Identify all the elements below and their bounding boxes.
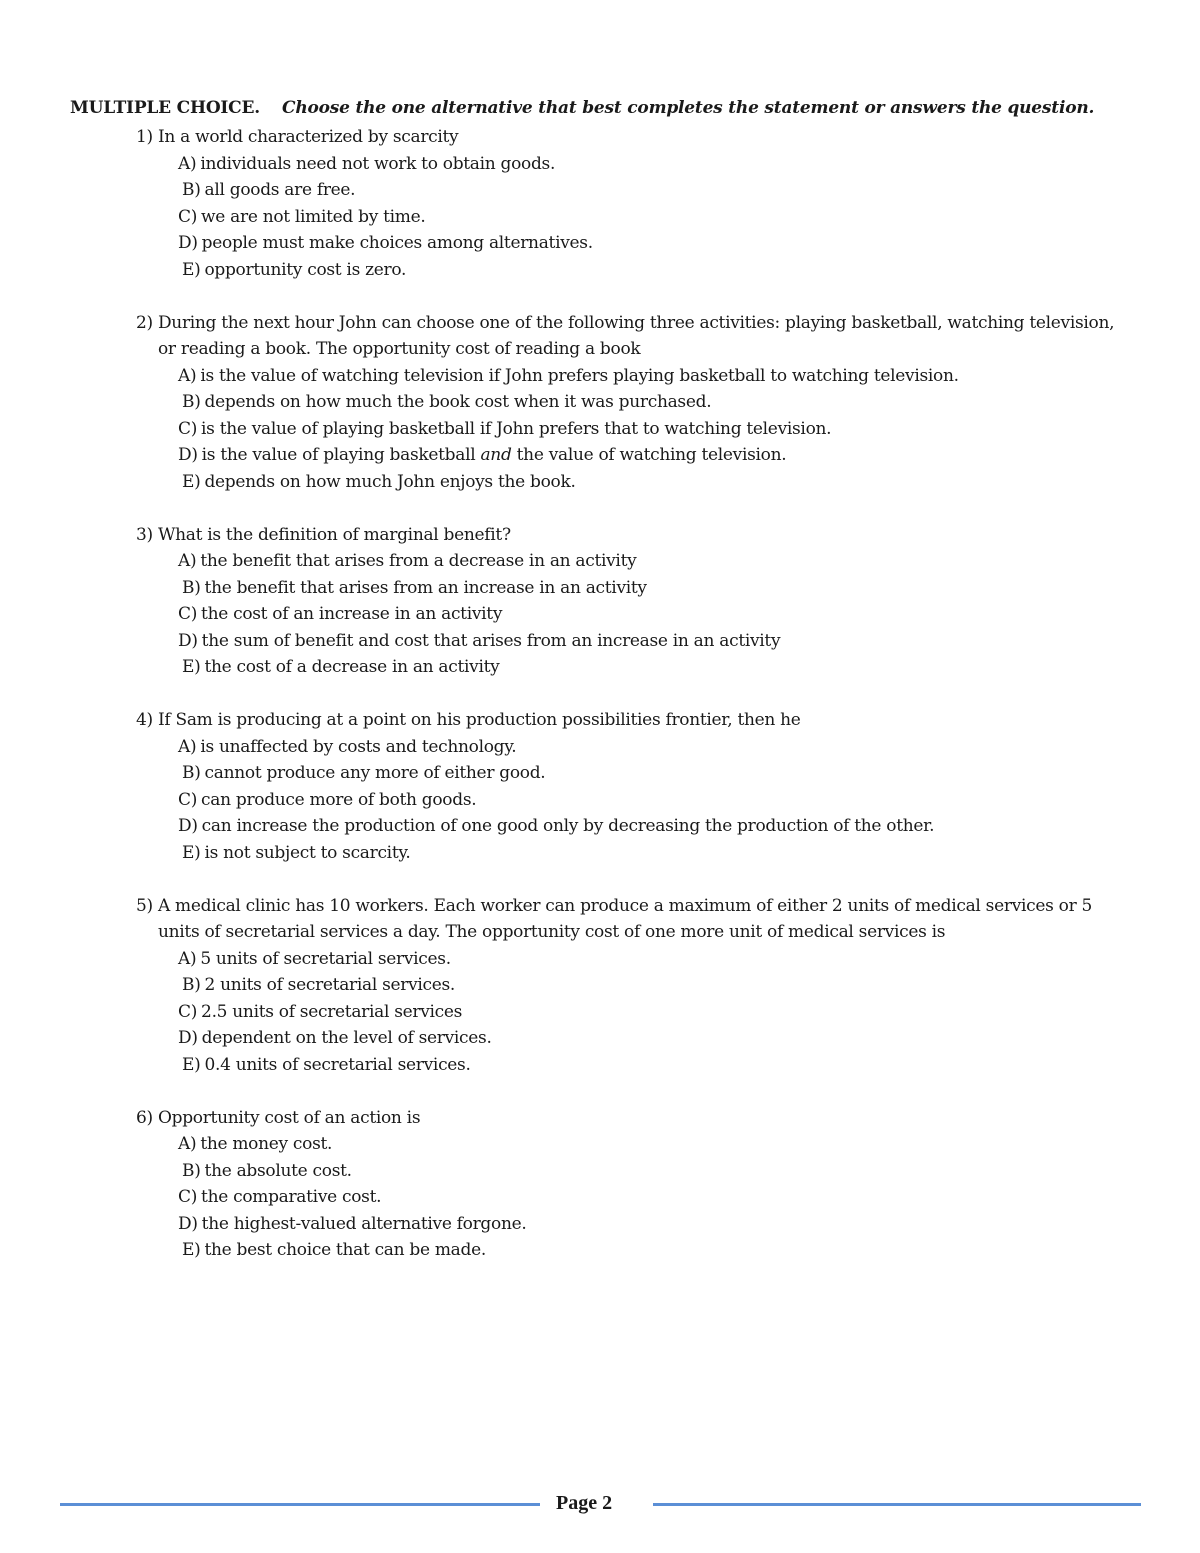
option-text: is the value of playing basketball if John prefers that to watching television. [201, 418, 832, 439]
option-text: people must make choices among alternatives. [201, 233, 593, 253]
option-text: the highest-valued alternative forgone. [201, 1213, 527, 1234]
question-number: 6) [136, 1107, 153, 1128]
answer-option [178, 548, 1136, 575]
answer-options [136, 548, 1136, 681]
answer-option [178, 787, 1136, 814]
option-letter: B) [182, 180, 201, 200]
option-letter: B) [182, 975, 201, 995]
option-text: the benefit that arises from a decrease in an activity [200, 551, 637, 571]
option-text-before: is the value of playing basketball [201, 445, 481, 465]
footer-rule-left [60, 1503, 540, 1506]
option-letter: E) [182, 1240, 201, 1260]
option-letter: A) [178, 365, 197, 386]
option-text: depends on how much John enjoys the book. [204, 471, 576, 492]
option-letter: B) [182, 577, 201, 598]
option-letter: D) [178, 1028, 198, 1048]
option-text: is not subject to scarcity. [204, 842, 411, 863]
option-text-after: the value of watching television. [511, 445, 787, 465]
answer-option [178, 442, 1136, 469]
option-text: opportunity cost is zero. [204, 259, 407, 280]
question-number: 3) [136, 524, 153, 545]
option-letter: C) [178, 1187, 198, 1207]
option-text: the cost of an increase in an activity [201, 604, 503, 624]
question-number: 4) [136, 710, 153, 730]
answer-option [178, 734, 1136, 761]
question-1 [136, 124, 1136, 283]
option-text: is the value of watching television if John prefers playing basketball to watching television. [200, 365, 959, 386]
question-number: 1) [136, 127, 153, 147]
option-text: can produce more of both goods. [201, 789, 477, 810]
option-letter: C) [178, 1001, 198, 1022]
question-stem [136, 1105, 1136, 1132]
question-4 [136, 707, 1136, 866]
option-text: depends on how much the book cost when it was purchased. [204, 392, 712, 412]
section-instructions [70, 98, 1094, 118]
option-text: 2 units of secretarial services. [204, 975, 456, 995]
question-text: Opportunity cost of an action is [157, 1107, 421, 1128]
option-text: 2.5 units of secretarial services [201, 1001, 463, 1022]
footer-rule-right [653, 1503, 1141, 1506]
answer-option [178, 1158, 1136, 1185]
option-letter: E) [182, 1054, 201, 1075]
question-text: A medical clinic has 10 workers. Each worker can produce a maximum of either 2 units of medical services or 5 units of secretarial services a day. The opportunity cost of one more unit of medical services is [157, 895, 1093, 942]
option-text: the money cost. [200, 1134, 333, 1154]
option-text: 0.4 units of secretarial services. [204, 1054, 471, 1075]
answer-option [178, 177, 1136, 204]
option-letter: B) [182, 392, 201, 412]
question-number: 5) [136, 895, 153, 916]
answer-option [178, 628, 1136, 655]
answer-option [178, 999, 1136, 1026]
option-text: the best choice that can be made. [204, 1240, 486, 1260]
question-stem [136, 707, 1136, 734]
answer-option [178, 363, 1136, 390]
answer-option [178, 1237, 1136, 1264]
option-letter: E) [182, 657, 201, 677]
page-number: Page 2 [556, 1492, 613, 1514]
question-text: What is the definition of marginal benefit? [157, 524, 511, 545]
question-3 [136, 522, 1136, 681]
section-heading: MULTIPLE CHOICE. [70, 98, 260, 118]
answer-option [178, 575, 1136, 602]
option-text: the absolute cost. [204, 1160, 352, 1181]
answer-option [178, 1184, 1136, 1211]
option-letter: E) [182, 259, 201, 280]
option-text: we are not limited by time. [201, 206, 426, 227]
option-letter: A) [178, 551, 197, 571]
answer-option [178, 760, 1136, 787]
option-letter: C) [178, 206, 198, 227]
question-list [136, 124, 1136, 1290]
option-letter: E) [182, 471, 201, 492]
answer-option [178, 230, 1136, 257]
question-stem [136, 310, 1136, 363]
answer-option [178, 654, 1136, 681]
option-letter: D) [178, 445, 198, 465]
answer-option [178, 840, 1136, 867]
page-footer [0, 1488, 1200, 1522]
option-text: is unaffected by costs and technology. [200, 736, 517, 757]
answer-option [178, 204, 1136, 231]
answer-option [178, 1025, 1136, 1052]
option-emphasis: and [480, 445, 512, 465]
option-letter: C) [178, 604, 198, 624]
question-number: 2) [136, 312, 153, 333]
answer-option [178, 416, 1136, 443]
answer-option [178, 972, 1136, 999]
option-letter: E) [182, 842, 201, 863]
option-letter: A) [178, 948, 197, 969]
question-stem [136, 893, 1136, 946]
option-letter: A) [178, 1134, 197, 1154]
answer-option [178, 813, 1136, 840]
option-letter: C) [178, 789, 198, 810]
option-letter: D) [178, 630, 198, 651]
option-text: the cost of a decrease in an activity [204, 657, 500, 677]
question-5 [136, 893, 1136, 1079]
option-text: 5 units of secretarial services. [200, 948, 451, 969]
answer-option [178, 1131, 1136, 1158]
option-text: dependent on the level of services. [201, 1028, 492, 1048]
option-text: can increase the production of one good only by decreasing the production of the other. [201, 816, 935, 836]
question-text: During the next hour John can choose one of the following three activities: playing basketball, watching television, or reading a book. The opportunity cost of reading a book [157, 312, 1115, 359]
answer-option [178, 1211, 1136, 1238]
answer-option [178, 946, 1136, 973]
option-letter: B) [182, 763, 201, 783]
answer-option [178, 469, 1136, 496]
option-text: the sum of benefit and cost that arises from an increase in an activity [201, 630, 781, 651]
instructions-text: Choose the one alternative that best completes the statement or answers the question. [281, 98, 1095, 118]
question-stem [136, 124, 1136, 151]
answer-option [178, 389, 1136, 416]
answer-options [136, 1131, 1136, 1264]
answer-option [178, 601, 1136, 628]
question-6 [136, 1105, 1136, 1264]
option-letter: D) [178, 233, 198, 253]
option-letter: B) [182, 1160, 201, 1181]
question-stem [136, 522, 1136, 549]
option-text: individuals need not work to obtain goods. [200, 153, 556, 174]
question-2 [136, 310, 1136, 496]
answer-option [178, 1052, 1136, 1079]
option-text: cannot produce any more of either good. [204, 763, 546, 783]
answer-option [178, 151, 1136, 178]
answer-options [136, 151, 1136, 284]
option-letter: D) [178, 1213, 198, 1234]
option-text: the benefit that arises from an increase in an activity [204, 577, 647, 598]
answer-options [136, 363, 1136, 496]
answer-option [178, 257, 1136, 284]
option-text: all goods are free. [204, 180, 356, 200]
answer-options [136, 734, 1136, 867]
question-text: In a world characterized by scarcity [157, 127, 459, 147]
option-text: the comparative cost. [201, 1187, 382, 1207]
option-letter: A) [178, 153, 197, 174]
option-letter: C) [178, 418, 198, 439]
answer-options [136, 946, 1136, 1079]
option-letter: A) [178, 736, 197, 757]
option-letter: D) [178, 816, 198, 836]
question-text: If Sam is producing at a point on his production possibilities frontier, then he [157, 710, 801, 730]
